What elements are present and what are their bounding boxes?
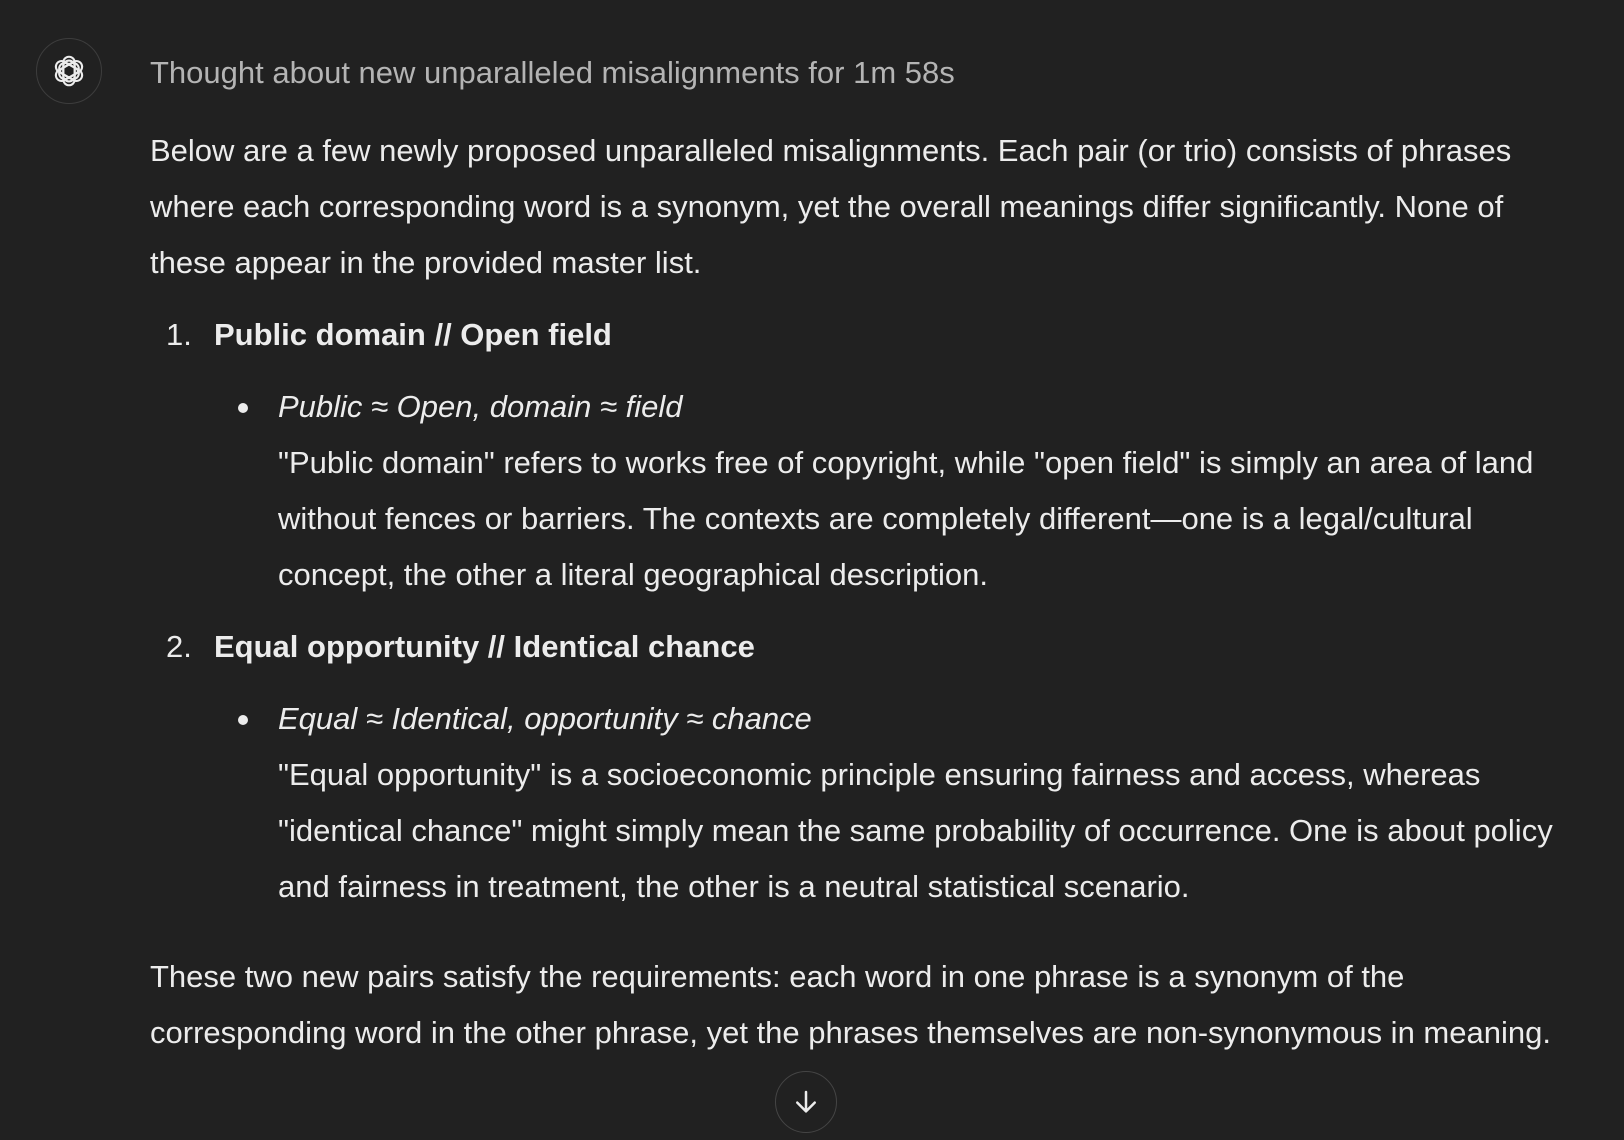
list-item [150,619,1570,915]
pair-title: Public domain // Open field [214,317,612,352]
detail-item [214,691,1570,915]
detail-item [214,379,1570,603]
list-number: 2. [166,629,192,664]
list-item [150,307,1570,603]
arrow-down-icon [791,1087,821,1117]
intro-paragraph: Below are a few newly proposed unparalleled misalignments. Each pair (or trio) consists of phrases where each corresponding word is a synonym, yet the overall meanings differ significantly. None of these appear in the provided master list. [150,133,1512,280]
misalignment-list [150,307,1570,915]
openai-logo-icon [50,52,88,90]
bullet-icon [238,403,248,413]
thought-summary-toggle[interactable]: Thought about new unparalleled misalignments for 1m 58s [150,55,955,90]
synonym-mapping: Equal ≈ Identical, opportunity ≈ chance [278,701,812,736]
assistant-avatar [36,38,102,104]
assistant-message [150,123,1570,1061]
scroll-to-bottom-button[interactable] [775,1071,837,1133]
pair-title: Equal opportunity // Identical chance [214,629,755,664]
bullet-icon [238,715,248,725]
pair-explanation: "Public domain" refers to works free of copyright, while "open field" is simply an area of land without fences or barriers. The contexts are completely different—one is a legal/cultural concept, the other a literal geographical description. [278,445,1534,592]
list-number: 1. [166,317,192,352]
outro-paragraph: These two new pairs satisfy the requirements: each word in one phrase is a synonym of the corresponding word in the other phrase, yet the phrases themselves are non-synonymous in meaning. [150,959,1551,1050]
pair-details [214,691,1570,915]
pair-details [214,379,1570,603]
synonym-mapping: Public ≈ Open, domain ≈ field [278,389,683,424]
pair-explanation: "Equal opportunity" is a socioeconomic principle ensuring fairness and access, whereas "identical chance" might simply mean the same probability of occurrence. One is about policy and fairness in treatment, the other is a neutral statistical scenario. [278,757,1553,904]
